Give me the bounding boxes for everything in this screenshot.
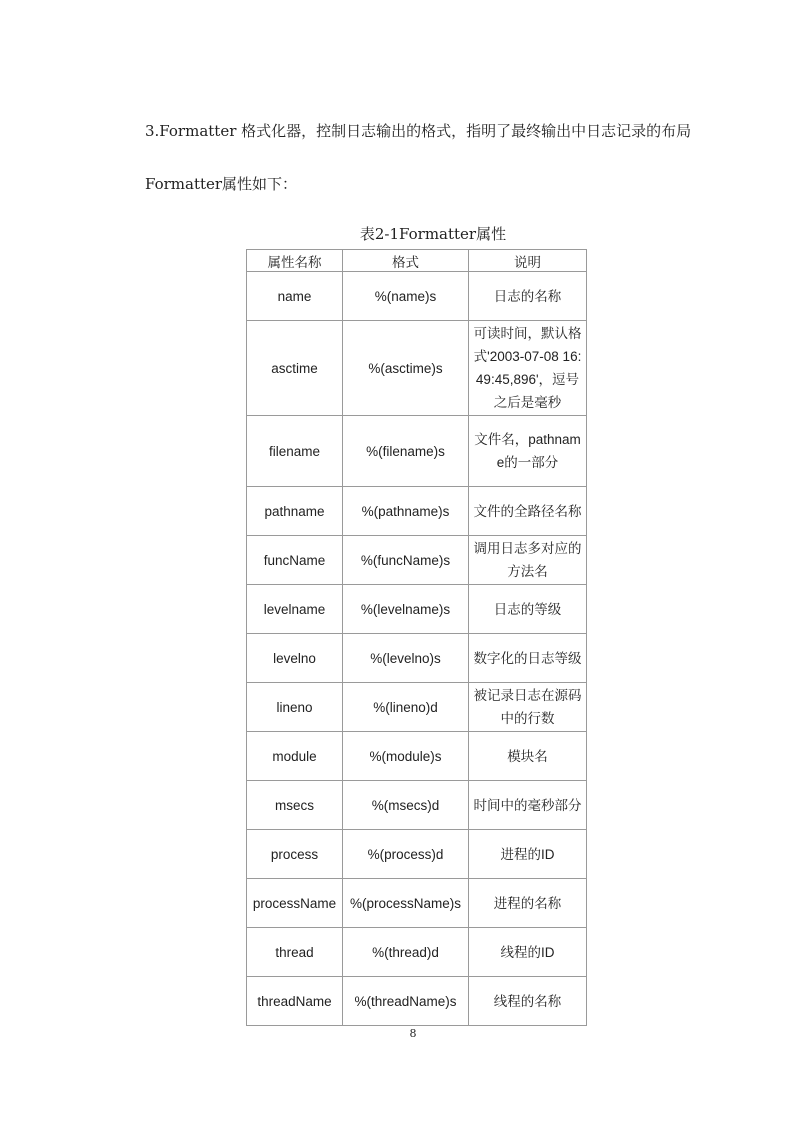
table-row	[247, 416, 587, 487]
table-row	[247, 781, 587, 830]
header-property-name: 属性名称	[247, 250, 343, 272]
property-name-cell: module	[247, 732, 343, 781]
table-row	[247, 683, 587, 732]
table-row	[247, 879, 587, 928]
table-row	[247, 977, 587, 1026]
property-name-cell: pathname	[247, 487, 343, 536]
property-format-cell: %(processName)s	[343, 879, 469, 928]
property-description-cell: 可读时间，默认格式'2003-07-08 16:49:45,896'，逗号之后是毫秒	[469, 321, 587, 416]
property-format-cell: %(threadName)s	[343, 977, 469, 1026]
property-description-cell: 数字化的日志等级	[469, 634, 587, 683]
property-format-cell: %(thread)d	[343, 928, 469, 977]
table-row	[247, 272, 587, 321]
property-format-cell: %(module)s	[343, 732, 469, 781]
property-name-cell: name	[247, 272, 343, 321]
property-format-cell: %(filename)s	[343, 416, 469, 487]
table-row	[247, 732, 587, 781]
page-number: 8	[409, 1027, 417, 1040]
property-format-cell: %(levelname)s	[343, 585, 469, 634]
table-row	[247, 634, 587, 683]
property-description-cell: 进程的名称	[469, 879, 587, 928]
property-description-cell: 文件名，pathname的一部分	[469, 416, 587, 487]
property-name-cell: thread	[247, 928, 343, 977]
property-description-cell: 进程的ID	[469, 830, 587, 879]
table-row	[247, 487, 587, 536]
property-name-cell: threadName	[247, 977, 343, 1026]
table-caption: 表2-1Formatter属性	[359, 225, 507, 243]
intro-paragraph: 3.Formatter 格式化器，控制日志输出的格式，指明了最终输出中日志记录的布局	[145, 122, 692, 140]
property-description-cell: 文件的全路径名称	[469, 487, 587, 536]
property-name-cell: levelname	[247, 585, 343, 634]
property-format-cell: %(levelno)s	[343, 634, 469, 683]
property-name-cell: msecs	[247, 781, 343, 830]
property-description-cell: 日志的等级	[469, 585, 587, 634]
table-row	[247, 928, 587, 977]
property-format-cell: %(msecs)d	[343, 781, 469, 830]
property-format-cell: %(pathname)s	[343, 487, 469, 536]
table-row	[247, 585, 587, 634]
property-name-cell: processName	[247, 879, 343, 928]
property-description-cell: 调用日志多对应的方法名	[469, 536, 587, 585]
property-description-cell: 线程的ID	[469, 928, 587, 977]
property-name-cell: process	[247, 830, 343, 879]
property-description-cell: 线程的名称	[469, 977, 587, 1026]
property-description-cell: 模块名	[469, 732, 587, 781]
formatter-properties-table	[246, 249, 587, 1026]
property-format-cell: %(process)d	[343, 830, 469, 879]
property-name-cell: lineno	[247, 683, 343, 732]
property-format-cell: %(name)s	[343, 272, 469, 321]
table-header-row	[247, 250, 587, 272]
property-format-cell: %(funcName)s	[343, 536, 469, 585]
header-description: 说明	[469, 250, 587, 272]
header-format: 格式	[343, 250, 469, 272]
property-name-cell: asctime	[247, 321, 343, 416]
property-name-cell: levelno	[247, 634, 343, 683]
formatter-properties-intro: Formatter属性如下：	[145, 175, 298, 193]
table-row	[247, 536, 587, 585]
property-format-cell: %(lineno)d	[343, 683, 469, 732]
property-format-cell: %(asctime)s	[343, 321, 469, 416]
table-row	[247, 830, 587, 879]
property-description-cell: 被记录日志在源码中的行数	[469, 683, 587, 732]
property-name-cell: filename	[247, 416, 343, 487]
table-row	[247, 321, 587, 416]
property-description-cell: 时间中的毫秒部分	[469, 781, 587, 830]
property-name-cell: funcName	[247, 536, 343, 585]
property-description-cell: 日志的名称	[469, 272, 587, 321]
